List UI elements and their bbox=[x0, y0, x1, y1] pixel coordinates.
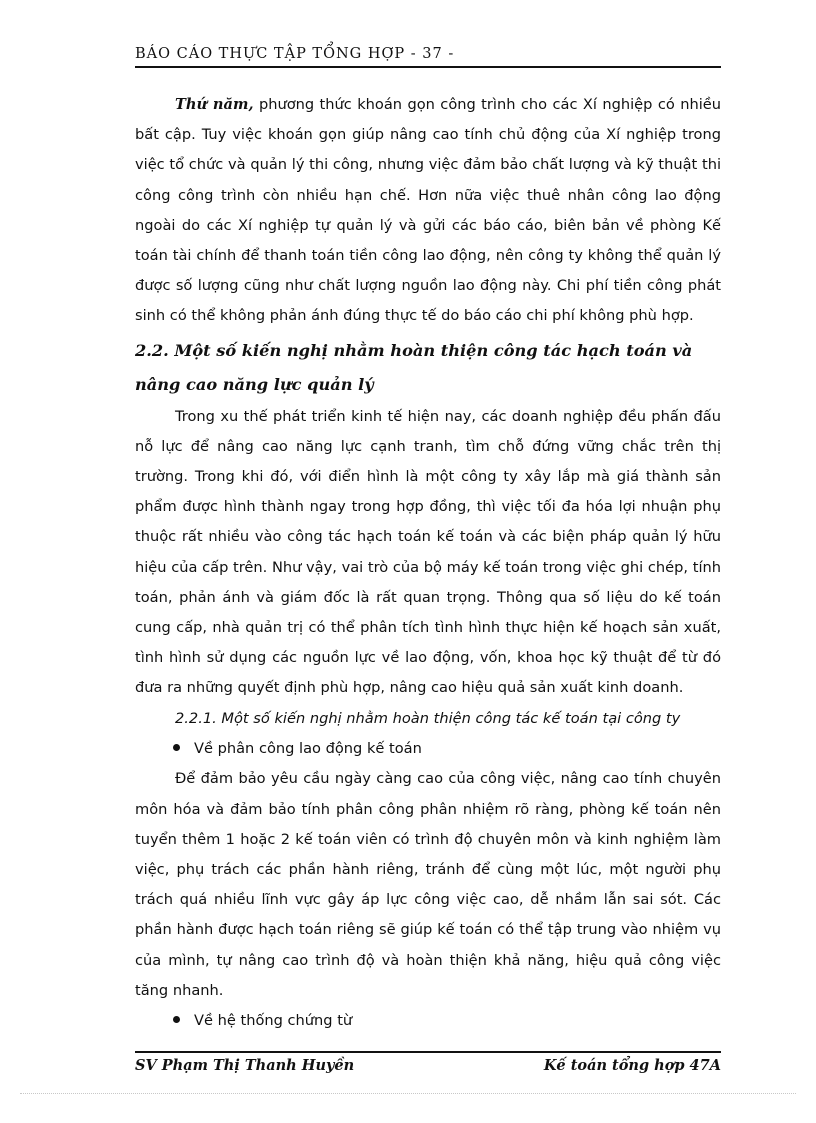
bullet-item-1 bbox=[135, 734, 721, 764]
paragraph-2: Trong xu thế phát triển kinh tế hiện nay, các doanh nghiệp đều phấn đấu nỗ lực để nâng cao năng lực cạnh tranh, tìm chỗ đứng vững chắc trên thị trường. Trong khi đó, với điển hình là một công ty xây lắp mà giá thành sản phẩm được hình thành ngay trong hợp đồng, thì việc tối đa hóa lợi nhuận phụ thuộc rất nhiều vào công tác hạch toán kế toán và các biện pháp quản lý hữu hiệu của cấp trên. Như vậy, vai trò của bộ máy kế toán trong việc ghi chép, tính toán, phản ánh và giám đốc là rất quan trọng. Thông qua số liệu do kế toán cung cấp, nhà quản trị có thể phân tích tình hình thực hiện kế hoạch sản xuất, tình hình sử dụng các nguồn lực về lao động, vốn, khoa học kỹ thuật để từ đó đưa ra những quyết định phù hợp, nâng cao hiệu quả sản xuất kinh doanh. bbox=[135, 407, 721, 697]
footer-class: Kế toán tổng hợp 47A bbox=[543, 1057, 721, 1074]
footer-author: SV Phạm Thị Thanh Huyền bbox=[135, 1057, 355, 1074]
page-header bbox=[135, 46, 721, 68]
bullet-icon bbox=[173, 1016, 180, 1023]
paragraph-lead: Thứ năm, bbox=[175, 96, 254, 113]
bullet-item-1-text: Về phân công lao động kế toán bbox=[194, 740, 422, 758]
bullet-icon bbox=[173, 744, 180, 751]
header-title: BÁO CÁO THỰC TẬP TỔNG HỢP - 37 - bbox=[135, 46, 455, 62]
bullet-item-2 bbox=[135, 1006, 721, 1036]
subsection-heading: 2.2.1. Một số kiến nghị nhằm hoàn thiện công tác kế toán tại công ty bbox=[175, 709, 681, 727]
bullet-item-2-text: Về hệ thống chứng từ bbox=[194, 1012, 353, 1030]
document-body bbox=[135, 90, 721, 1037]
paragraph-3: Để đảm bảo yêu cầu ngày càng cao của công việc, nâng cao tính chuyên môn hóa và đảm bảo tính phân công phân nhiệm rõ ràng, phòng kế toán nên tuyển thêm 1 hoặc 2 kế toán viên có trình độ chuyên môn và kinh nghiệm làm việc, phụ trách các phần hành riêng, tránh để cùng một lúc, một người phụ trách quá nhiều lĩnh vực gây áp lực công việc cao, dễ nhầm lẫn sai sót. Các phần hành được hạch toán riêng sẽ giúp kế toán có thể tập trung vào nhiệm vụ của mình, tự nâng cao trình độ và hoàn thiện khả năng, hiệu quả công việc tăng nhanh. bbox=[135, 770, 721, 999]
paragraph-1-text: phương thức khoán gọn công trình cho các Xí nghiệp có nhiều bất cập. Tuy việc khoán gọn giúp nâng cao tính chủ động của Xí nghiệp trong việc tổ chức và quản lý thi công, nhưng việc đảm bảo chất lượng và kỹ thuật thi công công trình còn nhiều hạn chế. Hơn nữa việc thuê nhân công lao động ngoài do các Xí nghiệp tự quản lý và gửi các báo cáo, biên bản về phòng Kế toán tài chính để thanh toán tiền công lao động, nên công ty không thể quản lý được số lượng cũng như chất lượng nguồn lao động này. Chi phí tiền công phát sinh có thể không phản ánh đúng thực tế do báo cáo chi phí không phù hợp. bbox=[135, 96, 721, 325]
page-footer bbox=[135, 1051, 721, 1074]
paragraph-1 bbox=[135, 90, 721, 332]
section-heading: 2.2. Một số kiến nghị nhằm hoàn thiện công tác hạch toán và nâng cao năng lực quản lý bbox=[135, 340, 693, 394]
page-edge-divider bbox=[20, 1093, 796, 1094]
